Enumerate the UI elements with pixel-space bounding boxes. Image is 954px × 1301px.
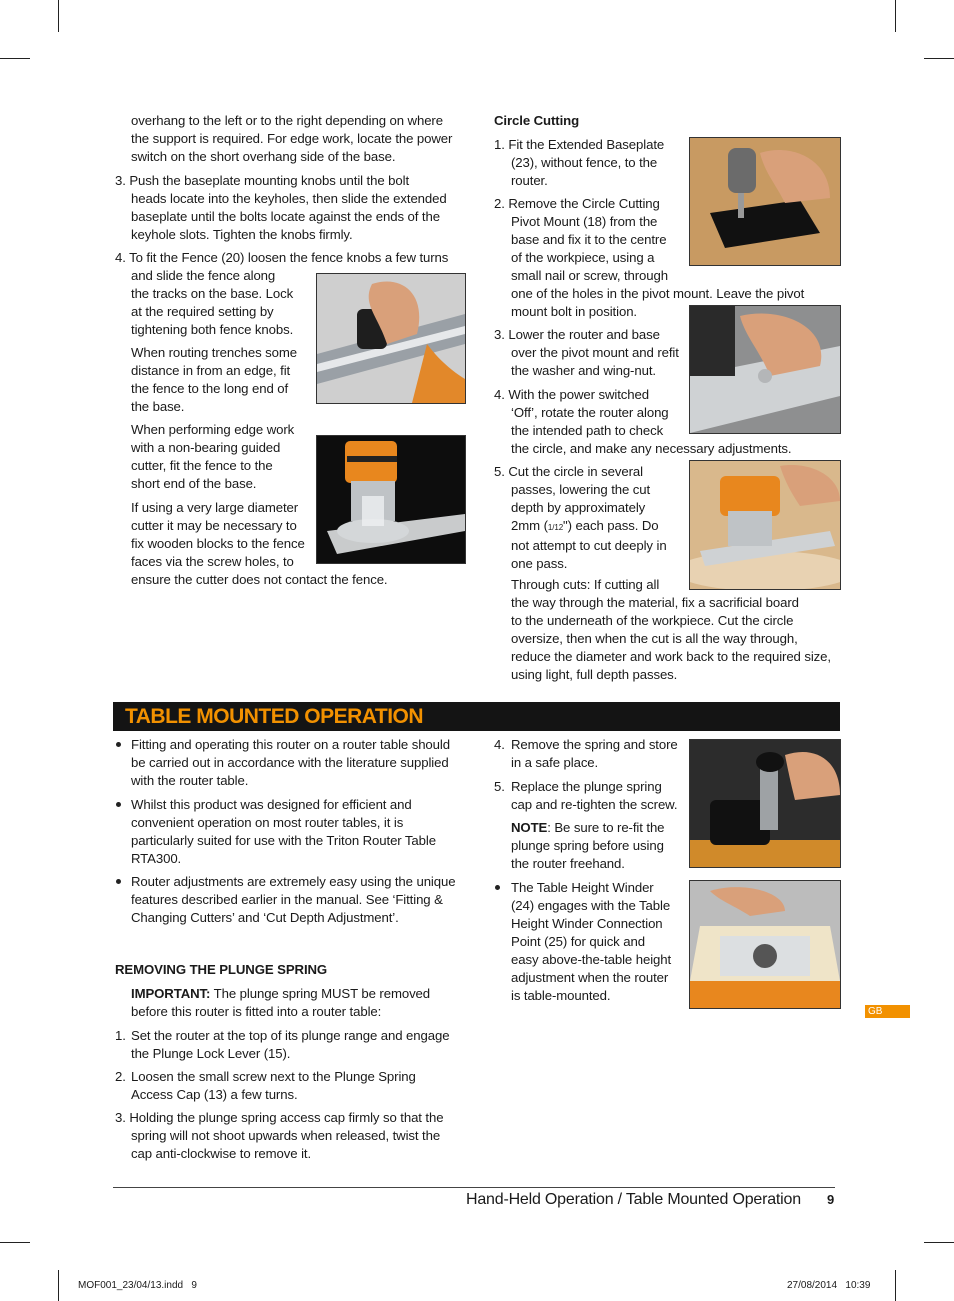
important-note: IMPORTANT: The plunge spring MUST be removed before this router is fitted into a router table: xyxy=(131,986,431,1019)
pivot-mount-photo xyxy=(689,137,841,266)
crop-mark xyxy=(58,1270,59,1301)
footer-rule xyxy=(113,1187,835,1188)
crop-mark xyxy=(895,0,896,32)
crop-mark xyxy=(58,0,59,32)
step-3-baseplate: 3. Push the baseplate mounting knobs until the bolt heads locate into the keyholes, then slide the extended baseplate until the bolts locate against the ends of the keyhole slots. Tighten the knobs firmly. xyxy=(115,173,447,242)
paragraph-through-cuts: Through cuts: If cutting all the way through the material, fix a sacrificial board to the underneath of the workpiece. Cut the circle oversize, then when the cut is all the way through, reduce the diameter and work back to the required size, using light, full depth passes. xyxy=(511,577,831,682)
circle-step-3: 3. Lower the router and base over the pivot mount and refit the washer and wing-nut. xyxy=(494,327,679,378)
plunge-step-5: 5. Replace the plunge spring cap and re-tighten the screw. xyxy=(494,779,678,812)
plunge-step-3: 3. Holding the plunge spring access cap firmly so that the spring will not shoot upwards when released, twist the cap anti-clockwise to remove it. xyxy=(115,1110,444,1161)
plunge-spring-photo xyxy=(689,739,841,868)
paragraph-edge-work: When performing edge work with a non-bearing guided cutter, fit the fence to the short end of the base. xyxy=(131,422,295,491)
slug-date: 27/08/2014 10:39 xyxy=(787,1280,871,1291)
circle-step-5: 5. Cut the circle in several passes, lowering the cut depth by approximately 2mm (1/12") each pass. Do not attempt to cut deeply in one pass. xyxy=(494,464,667,571)
router-photo xyxy=(316,435,466,564)
paragraph-large-cutter: If using a very large diameter cutter it may be necessary to fix wooden blocks to the fence faces via the screw holes, to ensure the cutter does not contact the fence. xyxy=(131,500,388,587)
bullet-adjustments: Router adjustments are extremely easy using the unique features described earlier in the manual. See ‘Fitting & Changing Cutters’ and ‘Cut Depth Adjustment’. xyxy=(131,874,456,925)
paragraph-trenches: When routing trenches some distance in from an edge, fit the fence to the long end of the base. xyxy=(131,345,297,414)
footer-title: Hand-Held Operation / Table Mounted Operation xyxy=(466,1191,801,1208)
bullet-icon xyxy=(116,879,121,884)
subheading-plunge-spring: REMOVING THE PLUNGE SPRING xyxy=(115,962,328,977)
plunge-step-2: 2. Loosen the small screw next to the Plunge Spring Access Cap (13) a few turns. xyxy=(115,1069,416,1102)
section-title: TABLE MOUNTED OPERATION xyxy=(125,705,424,728)
paragraph-overhang: overhang to the left or to the right depending on where the support is required. For edge work, locate the power switch on the short overhang side of the base. xyxy=(131,113,453,164)
crop-mark xyxy=(924,1242,954,1243)
bullet-router-table-literature: Fitting and operating this router on a router table should be carried out in accordance with the literature supplied with the router table. xyxy=(131,737,450,788)
slug-filename: MOF001_23/04/13.indd 9 xyxy=(78,1280,197,1291)
plunge-step-4: 4. Remove the spring and store in a safe place. xyxy=(494,737,678,770)
plunge-step-1: 1. Set the router at the top of its plunge range and engage the Plunge Lock Lever (15). xyxy=(115,1028,450,1061)
crop-mark xyxy=(0,1242,30,1243)
table-height-winder-photo xyxy=(689,880,841,1009)
language-tab: GB xyxy=(865,1005,910,1018)
step-4-fence: 4. To fit the Fence (20) loosen the fence knobs a few turns and slide the fence along the tracks on the base. Lock at the required setting by tightening both fence knobs. xyxy=(115,250,449,337)
fence-photo xyxy=(316,273,466,404)
bullet-icon xyxy=(116,802,121,807)
circle-cutting-photo xyxy=(689,460,841,590)
crop-mark xyxy=(924,58,954,59)
bullet-rta300: Whilst this product was designed for efficient and convenient operation on most router tables, it is particularly suited for use with the Triton Router Table RTA300. xyxy=(131,797,436,866)
section-heading-circle-cutting: Circle Cutting xyxy=(494,113,580,128)
crop-mark xyxy=(0,58,30,59)
page-number: 9 xyxy=(827,1192,835,1207)
bullet-icon xyxy=(495,885,500,890)
bullet-icon xyxy=(116,742,121,747)
note-refit-spring: NOTE: Be sure to re-fit the plunge spring before using the router freehand. xyxy=(511,820,665,871)
bullet-table-height-winder: The Table Height Winder (24) engages with the Table Height Winder Connection Point (25) for quick and easy above-the-table height adjustment when the router is table-mounted. xyxy=(511,880,672,1003)
crop-mark xyxy=(895,1270,896,1301)
wing-nut-photo xyxy=(689,305,841,434)
circle-step-1: 1. Fit the Extended Baseplate (23), without fence, to the router. xyxy=(494,137,665,188)
section-banner xyxy=(113,702,840,731)
circle-step-2: 2. Remove the Circle Cutting Pivot Mount (18) from the base and fix it to the centre of the workpiece, using a small nail or screw, through one of the holes in the pivot mount. Leave the pivot mount bolt in position. xyxy=(494,196,805,319)
circle-step-4: 4. With the power switched ‘Off’, rotate the router along the intended path to check the circle, and make any necessary adjustments. xyxy=(494,387,792,456)
